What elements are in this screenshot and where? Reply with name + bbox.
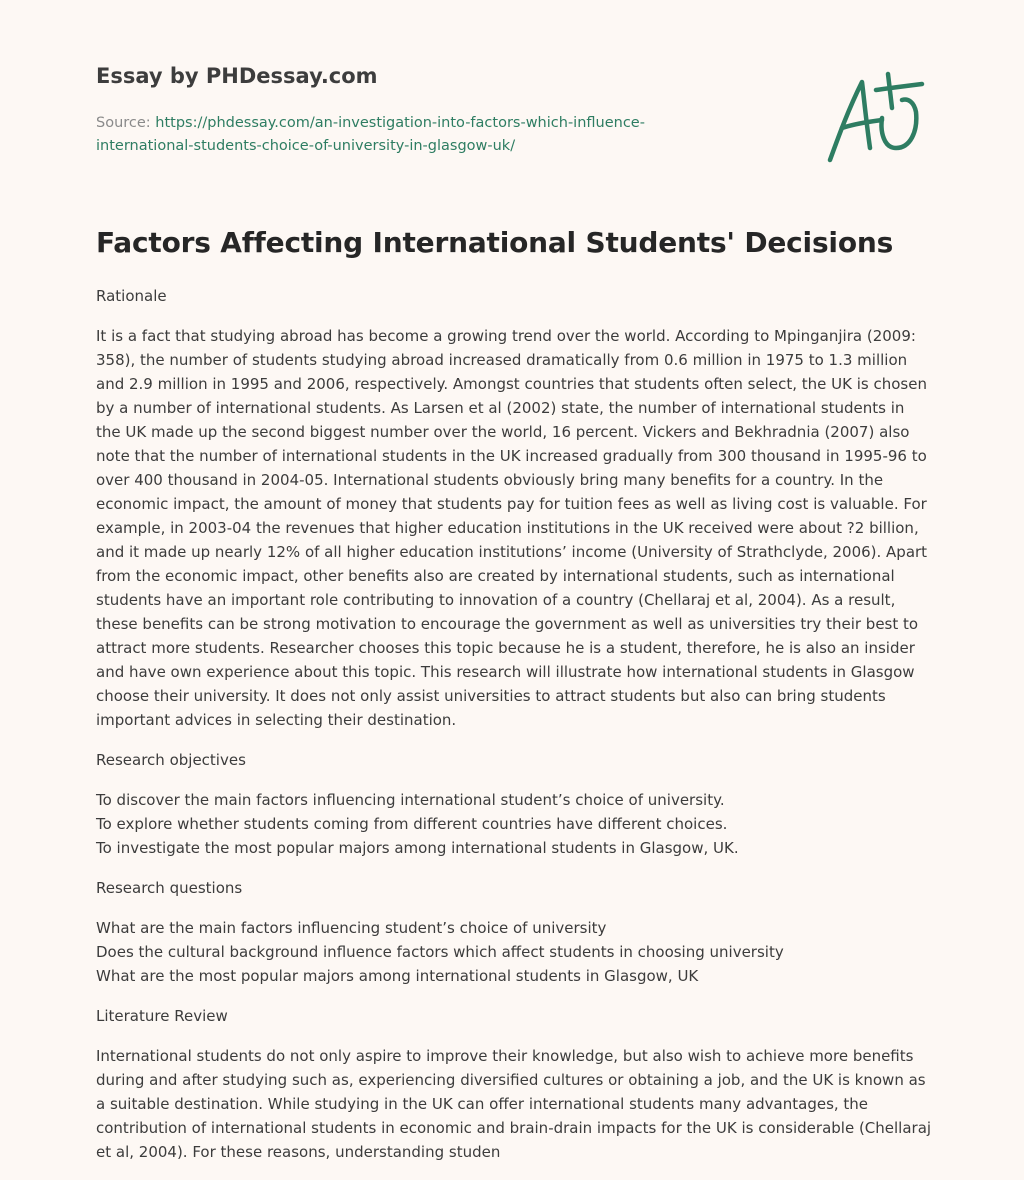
list-item: What are the main factors influencing student’s choice of university [96, 919, 607, 937]
list-item: What are the most popular majors among international students in Glasgow, UK [96, 967, 699, 985]
source-link-line2: international-students-choice-of-university-in-glasgow-uk/ [96, 138, 516, 154]
source-label: Source: [96, 115, 151, 131]
paragraph-rationale: It is a fact that studying abroad has become a growing trend over the world. According to Mpinganjira (2009: 358), the number of students studying abroad increased dramatically from 0.6 million in 1975 to 1.3 million and 2.9 million in 1995 and 2006, respectively. Amongst countries that students often select, the UK is chosen by a number of international students. As Larsen et al (2002) state, the number of international students in the UK made up the second biggest number over the world, 16 percent. Vickers and Bekhradnia (2007) also note that the number of international students in the UK increased gradually from 300 thousand in 1995-96 to over 400 thousand in 2004-05. International students obviously bring many benefits for a country. In the economic impact, the amount of money that students pay for tuition fees as well as living cost is valuable. For example, in 2003-04 the revenues that higher education institutions in the UK received were about ?2 billion, and it made up nearly 12% of all higher education institutions’ income (University of Strathclyde, 2006). Apart from the economic impact, other benefits also are created by international students, such as international students have an important role contributing to innovation of a country (Chellaraj et al, 2004). As a result, these benefits can be strong motivation to encourage the government as well as universities try their best to attract more students. Researcher chooses this topic because he is a student, therefore, he is also an insider and have own experience about this topic. This research will illustrate how international students in Glasgow choose their university. It does not only assist universities to attract students but also can bring students important advices in selecting their destination. [96, 327, 928, 729]
section-heading-research-questions: Research questions [96, 879, 243, 897]
section-heading-rationale: Rationale [96, 287, 167, 305]
list-item: To explore whether students coming from different countries have different choices. [96, 815, 728, 833]
paragraph-literature-review: International students do not only aspire to improve their knowledge, but also wish to achieve more benefits during and after studying such as, experiencing diversified cultures or obtaining a job, and the UK is known as a suitable destination. While studying in the UK can offer international students many advantages, the contribution of international students in economic and brain-drain impacts for the UK is considerable (Chellaraj et al, 2004). For these reasons, understanding studen [96, 1047, 932, 1161]
list-item: Does the cultural background influence factors which affect students in choosing university [96, 943, 784, 961]
section-heading-research-objectives: Research objectives [96, 751, 246, 769]
source-link-line1: https://phdessay.com/an-investigation-into-factors-which-influence- [155, 115, 645, 131]
site-title: Essay by PHDessay.com [96, 64, 378, 88]
article-content [96, 284, 932, 1180]
page-title: Factors Affecting International Students' Decisions [96, 226, 894, 259]
questions-list [96, 916, 932, 988]
list-item: To discover the main factors influencing international student’s choice of university. [96, 791, 725, 809]
objectives-list [96, 788, 932, 860]
source-link[interactable] [96, 115, 645, 154]
a-plus-logo-icon [822, 68, 930, 168]
section-heading-literature-review: Literature Review [96, 1007, 228, 1025]
source-line [96, 112, 716, 158]
list-item: To investigate the most popular majors among international students in Glasgow, UK. [96, 839, 739, 857]
